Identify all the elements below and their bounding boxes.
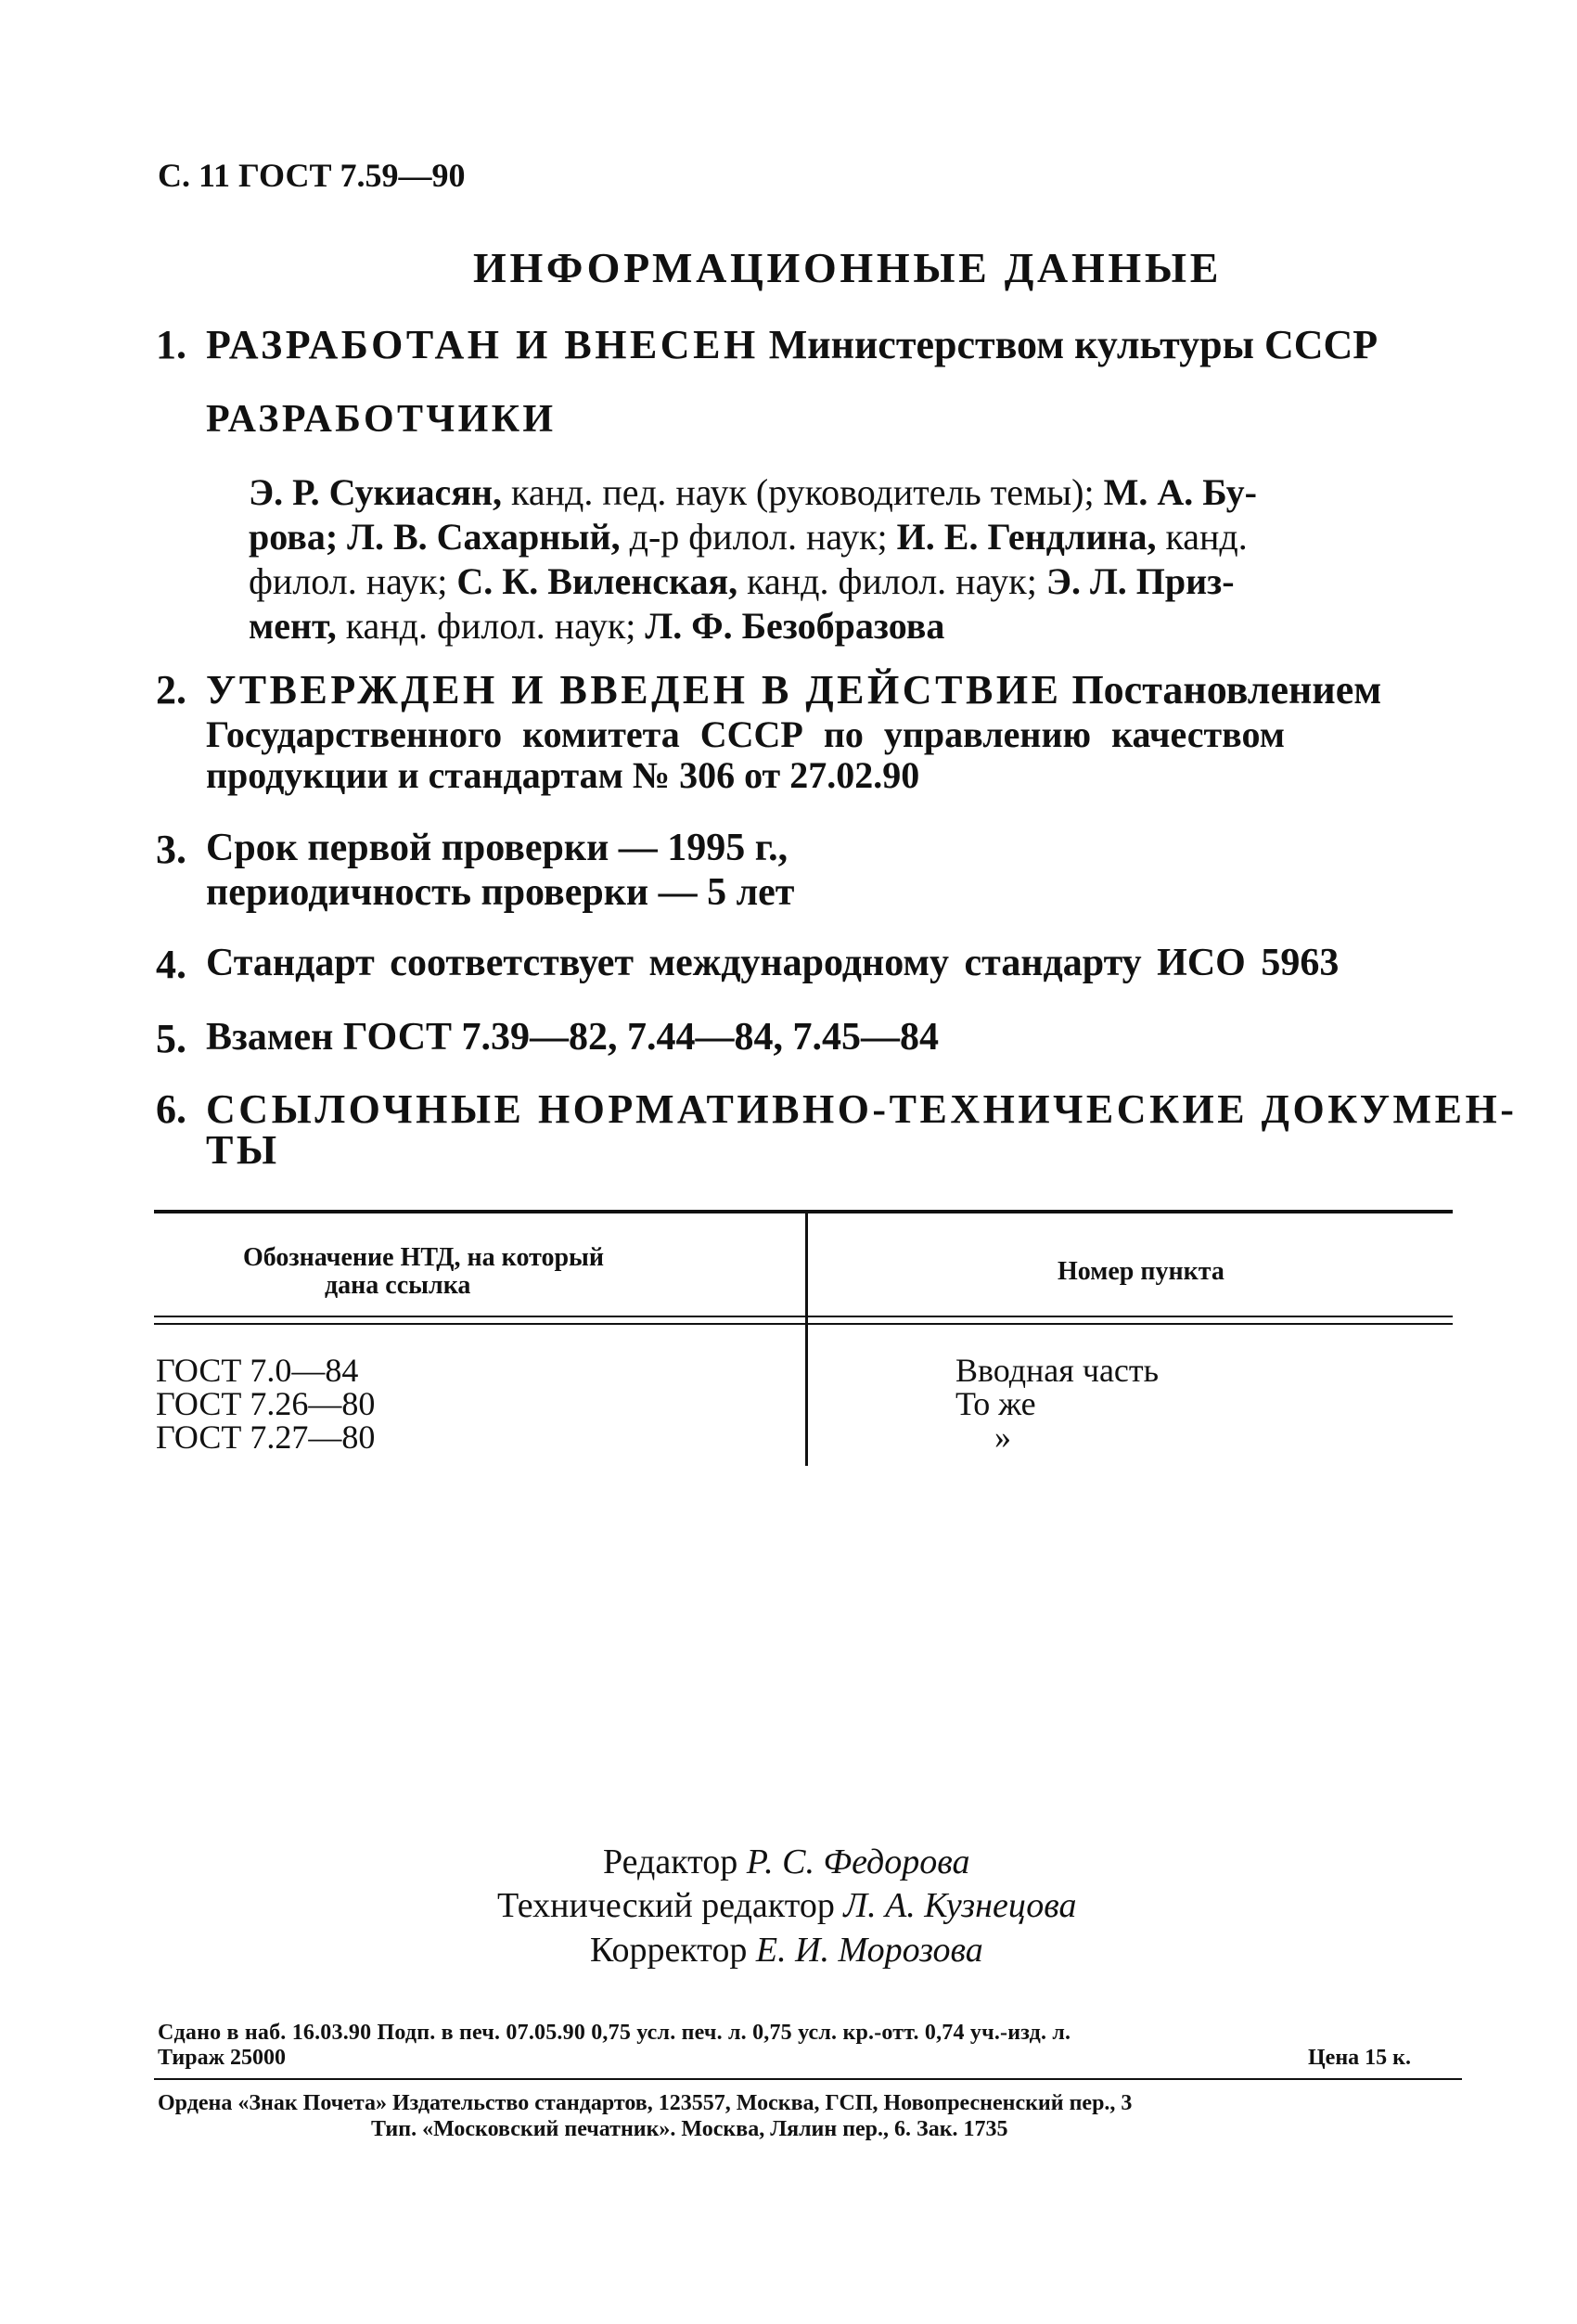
developers-list xyxy=(249,470,1455,648)
item-2-line-1: УТВЕРЖДЕН И ВВЕДЕН В ДЕЙСТВИЕ Постановлением xyxy=(206,667,1382,713)
item-1-text xyxy=(206,321,1378,368)
publisher-line-2: Тип. «Московский печатник». Москва, Лялин пер., 6. Зак. 1735 xyxy=(371,2117,1008,2141)
table-top-rule xyxy=(154,1210,1453,1213)
imprint-circulation: Тираж 25000 xyxy=(158,2046,286,2070)
item-6-line-1: ССЫЛОЧНЫЕ НОРМАТИВНО-ТЕХНИЧЕСКИЕ ДОКУМЕН- xyxy=(206,1086,1518,1132)
item-5-number: 5. xyxy=(156,1016,186,1061)
page-title: ИНФОРМАЦИОННЫЕ ДАННЫЕ xyxy=(473,244,1223,291)
item-4-text: Стандарт соответствует международному стандарту ИСО 5963 xyxy=(206,942,1340,984)
item-2-line-2: Государственного комитета СССР по управлению качеством xyxy=(206,713,1285,755)
item-6-line-2: ТЫ xyxy=(206,1127,280,1173)
developers-heading: РАЗРАБОТЧИКИ xyxy=(206,398,557,441)
imprint-divider xyxy=(154,2078,1462,2080)
dev-line-4: мент, канд. филол. наук; Л. Ф. Безобразова xyxy=(249,605,945,647)
dev-line-1: Э. Р. Сукиасян, канд. пед. наук (руководитель темы); М. А. Бу- xyxy=(249,471,1258,513)
table-column-divider xyxy=(805,1213,808,1466)
item-3-line-2: периодичность проверки — 5 лет xyxy=(206,871,795,914)
table-header-col1-line1: Обозначение НТД, на который xyxy=(243,1243,605,1272)
item-1-heading: РАЗРАБОТАН И ВНЕСЕН xyxy=(206,322,759,367)
item-3-number: 3. xyxy=(156,827,186,872)
item-1-rest: Министерством культуры СССР xyxy=(768,322,1378,367)
table-header-rule-2 xyxy=(154,1323,1453,1325)
imprint-price: Цена 15 к. xyxy=(1308,2046,1411,2070)
dev-line-2: рова; Л. В. Сахарный, д-р филол. наук; И. Е. Гендлина, канд. xyxy=(249,516,1248,558)
credit-technical-editor: Технический редактор Л. А. Кузнецова xyxy=(497,1886,1077,1925)
dev-line-3: филол. наук; С. К. Виленская, канд. филол. наук; Э. Л. Приз- xyxy=(249,560,1235,602)
item-2-number: 2. xyxy=(156,667,186,713)
item-2-line-3: продукции и стандартам № 306 от 27.02.90 xyxy=(206,754,920,796)
page-header: С. 11 ГОСТ 7.59—90 xyxy=(158,157,466,194)
table-header-col1-line2: дана ссылка xyxy=(325,1271,471,1300)
table-cell-clause: » xyxy=(994,1419,1011,1456)
table-header-rule-1 xyxy=(154,1316,1453,1317)
item-1-number: 1. xyxy=(156,322,186,367)
imprint-line-1: Сдано в наб. 16.03.90 Подп. в печ. 07.05.90 0,75 усл. печ. л. 0,75 усл. кр.-отт. 0,74 уч.-изд. л. xyxy=(158,2021,1071,2045)
table-row: ГОСТ 7.27—80 xyxy=(156,1419,376,1456)
item-3-line-1: Срок первой проверки — 1995 г., xyxy=(206,827,788,869)
item-5-text: Взамен ГОСТ 7.39—82, 7.44—84, 7.45—84 xyxy=(206,1016,940,1059)
item-4-number: 4. xyxy=(156,942,186,987)
table-row: ГОСТ 7.26—80 xyxy=(156,1385,376,1422)
table-row: ГОСТ 7.0—84 xyxy=(156,1352,359,1389)
table-cell-clause: То же xyxy=(955,1385,1036,1422)
item-2-heading: УТВЕРЖДЕН И ВВЕДЕН В ДЕЙСТВИЕ xyxy=(206,667,1062,713)
publisher-line-1: Ордена «Знак Почета» Издательство стандартов, 123557, Москва, ГСП, Новопресненский пер., 3 xyxy=(158,2091,1133,2115)
credit-editor: Редактор Р. С. Федорова xyxy=(603,1843,970,1881)
credit-corrector: Корректор Е. И. Морозова xyxy=(590,1931,983,1970)
table-cell-clause: Вводная часть xyxy=(955,1352,1160,1389)
table-header-col2: Номер пункта xyxy=(1058,1257,1224,1286)
item-6-number: 6. xyxy=(156,1086,186,1132)
